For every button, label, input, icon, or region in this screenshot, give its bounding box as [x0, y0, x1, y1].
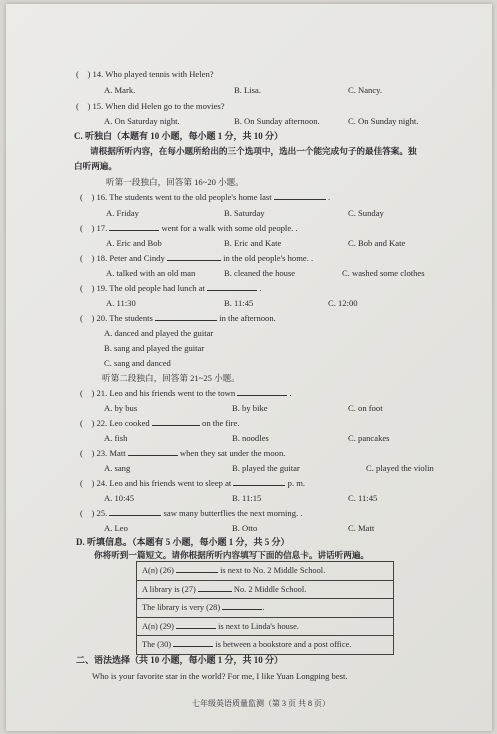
q22-option-c: C. pancakes: [348, 433, 390, 443]
q21-option-a: A. by bus: [104, 403, 138, 413]
question-25: ( ) 25. saw many butterflies the next morning. .: [80, 508, 303, 518]
answer-blank: [109, 222, 159, 231]
q16-option-c: C. Sunday: [348, 208, 384, 218]
q19-option-c: C. 12:00: [328, 298, 358, 308]
question-21: ( ) 21. Leo and his friends went to the town .: [80, 388, 292, 398]
q18-option-c: C. washed some clothes: [342, 268, 425, 278]
question-17: ( ) 17. went for a walk with some old people. .: [80, 223, 298, 233]
info-card-row-30: The (30) is between a bookstore and a post office.: [137, 636, 393, 655]
question-15: ( ) 15. When did Helen go to the movies?: [76, 101, 225, 111]
q17-option-a: A. Eric and Bob: [106, 238, 162, 248]
section-c-instruction-1: 请根据所听内容，在每小题所给出的三个选项中，选出一个能完成句子的最佳答案。独: [90, 146, 417, 156]
answer-blank: [233, 477, 285, 486]
q23-option-a: A. sang: [104, 463, 131, 473]
q17-option-c: C. Bob and Kate: [348, 238, 406, 248]
answer-blank: [176, 564, 218, 573]
section-2-title: 二、语法选择（共 10 小题，每小题 1 分，共 10 分）: [76, 655, 284, 665]
q14-stem: ) 14. Who played tennis with Helen?: [87, 69, 214, 79]
answer-blank: [207, 282, 257, 291]
section-c-title: C. 听独白（本题有 10 小题，每小题 1 分，共 10 分）: [74, 131, 284, 141]
q25-option-b: B. Otto: [232, 523, 258, 533]
answer-blank: [274, 191, 326, 200]
section-d-instruction: 你将听到一篇短文。请你根据所听内容填写下面的信息卡。讲话听两遍。: [94, 550, 370, 560]
info-card-table: [136, 561, 394, 655]
q19-option-b: B. 11:45: [224, 298, 254, 308]
q16-option-b: B. Saturday: [224, 208, 265, 218]
answer-blank: [222, 601, 262, 610]
answer-blank: [167, 252, 221, 261]
info-card-row-27: A library is (27) No. 2 Middle School.: [137, 581, 393, 600]
answer-blank: [176, 620, 216, 629]
q21-option-c: C. on foot: [348, 403, 383, 413]
q24-option-b: B. 11:15: [232, 493, 262, 503]
section-2-passage-line: Who is your favorite star in the world? For me, I like Yuan Longping best.: [92, 671, 348, 681]
question-23: ( ) 23. Matt when they sat under the moon.: [80, 448, 286, 458]
answer-blank: [152, 417, 200, 426]
q20-option-c: C. sang and danced: [104, 358, 171, 368]
info-card-row-28: The library is very (28) .: [137, 599, 393, 618]
q24-option-c: C. 11:45: [348, 493, 378, 503]
q18-option-a: A. talked with an old man: [106, 268, 196, 278]
q18-option-b: B. cleaned the house: [224, 268, 296, 278]
exam-page: [6, 4, 492, 731]
monologue-1-note: 听第一段独白，回答第 16~20 小题。: [106, 177, 244, 187]
q23-option-c: C. played the violin: [366, 463, 434, 473]
q20-option-b: B. sang and played the guitar: [104, 343, 205, 353]
q25-option-c: C. Matt: [348, 523, 375, 533]
q17-option-b: B. Eric and Kate: [224, 238, 282, 248]
q15-option-c: C. On Sunday night.: [348, 116, 419, 126]
question-20: ( ) 20. The students in the afternoon.: [80, 313, 276, 323]
q22-option-b: B. noodles: [232, 433, 269, 443]
q24-option-a: A. 10:45: [104, 493, 135, 503]
answer-blank: [173, 638, 213, 647]
q14-option-b: B. Lisa.: [234, 85, 261, 95]
question-19: ( ) 19. The old people had lunch at .: [80, 283, 262, 293]
info-card-row-29: A(n) (29) is next to Linda's house.: [137, 618, 393, 637]
question-18: ( ) 18. Peter and Cindy in the old people's home. .: [80, 253, 314, 263]
q14-option-c: C. Nancy.: [348, 85, 383, 95]
q19-option-a: A. 11:30: [106, 298, 136, 308]
answer-blank: [237, 387, 287, 396]
q23-option-b: B. played the guitar: [232, 463, 300, 473]
question-24: ( ) 24. Leo and his friends went to sleep at p. m.: [80, 478, 306, 488]
question-22: ( ) 22. Leo cooked on the fire.: [80, 418, 240, 428]
q15-stem: ) 15. When did Helen go to the movies?: [87, 101, 225, 111]
page-footer: 七年级英语质量监测（第 3 页 共 8 页）: [192, 699, 330, 708]
answer-blank: [109, 507, 161, 516]
answer-blank: [198, 583, 232, 592]
q20-option-a: A. danced and played the guitar: [104, 328, 214, 338]
q14-option-a: A. Mark.: [104, 85, 136, 95]
question-16: ( ) 16. The students went to the old people's home last .: [80, 192, 331, 202]
answer-blank: [128, 447, 178, 456]
monologue-2-note: 听第二段独白，回答第 21~25 小题。: [102, 373, 240, 383]
section-d-title: D. 听填信息。（本题有 5 小题，每小题 1 分，共 5 分）: [76, 537, 290, 547]
q16-option-a: A. Friday: [106, 208, 139, 218]
q15-option-a: A. On Saturday night.: [104, 116, 180, 126]
q21-option-b: B. by bike: [232, 403, 268, 413]
info-card-row-26: A(n) (26) is next to No. 2 Middle School.: [137, 562, 393, 581]
q15-option-b: B. On Sunday afternoon.: [234, 116, 320, 126]
question-14: ( ) 14. Who played tennis with Helen?: [76, 69, 214, 79]
answer-blank: [155, 312, 217, 321]
q25-option-a: A. Leo: [104, 523, 128, 533]
q22-option-a: A. fish: [104, 433, 128, 443]
section-c-instruction-2: 白听两遍。: [74, 161, 117, 171]
